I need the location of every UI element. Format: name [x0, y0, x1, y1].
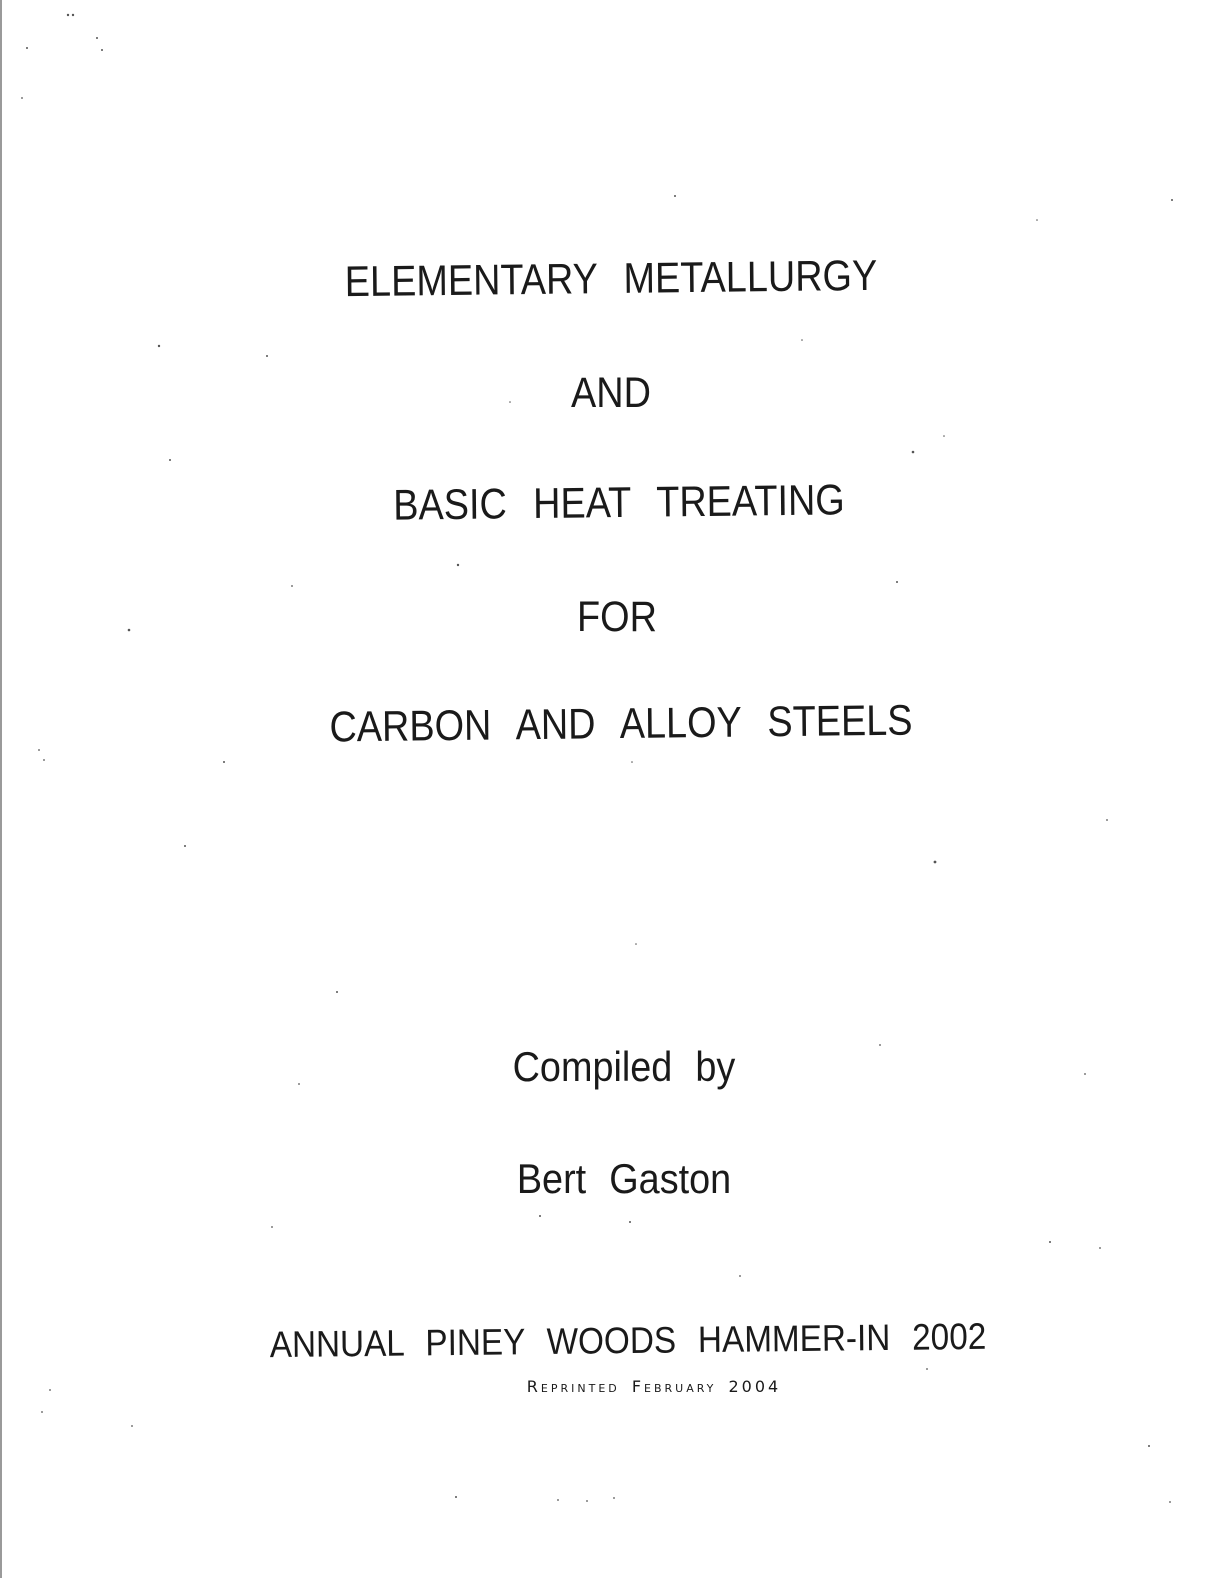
author-name: Bert Gaston [516, 1155, 732, 1202]
title-line-2: AND [571, 369, 651, 417]
title-line-3: BASIC HEAT TREATING [393, 476, 845, 530]
title-line-5: CARBON AND ALLOY STEELS [329, 696, 913, 752]
event-title: ANNUAL PINEY WOODS HAMMER-IN 2002 [269, 1315, 987, 1366]
title-line-4: FOR [577, 593, 657, 641]
compiled-by-label: Compiled by [512, 1043, 736, 1090]
title-line-1: ELEMENTARY METALLURGY [344, 251, 878, 307]
reprint-note: Reprinted February 2004 [526, 1377, 782, 1396]
